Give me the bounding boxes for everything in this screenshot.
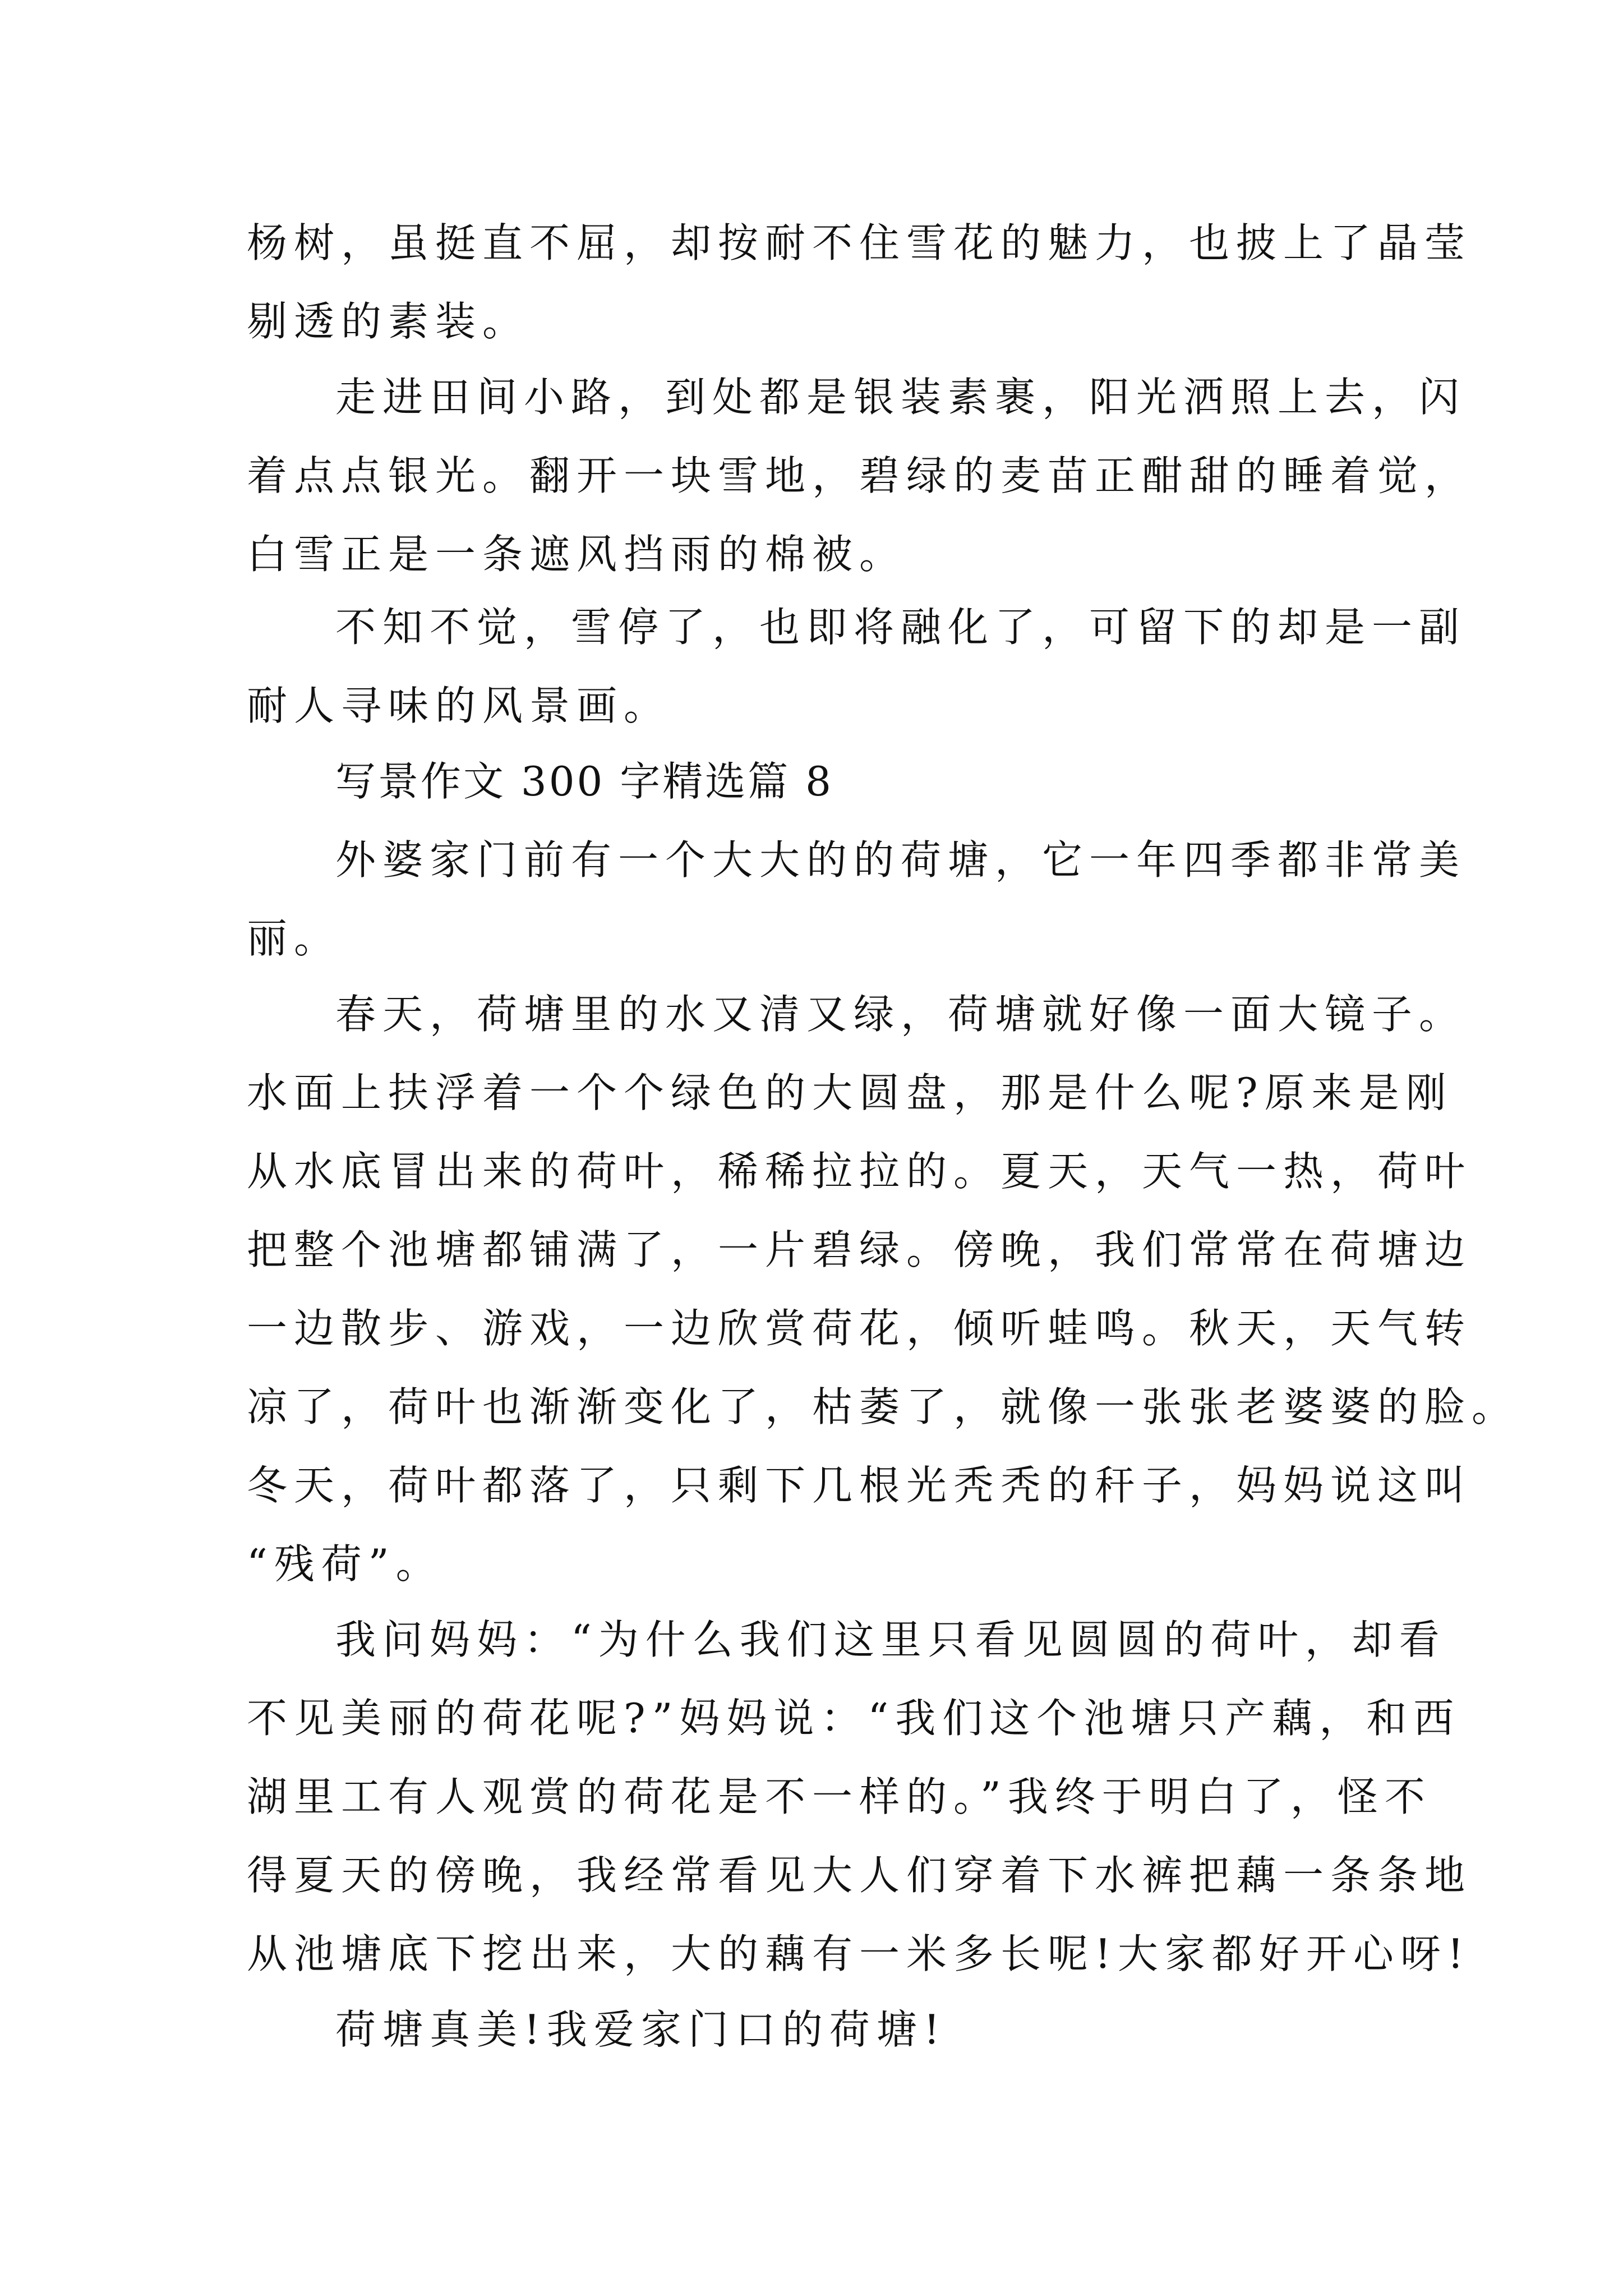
text-line: 冬天，荷叶都落了，只剩下几根光秃秃的秆子，妈妈说这叫 — [247, 1462, 1472, 1509]
text-line: 杨树，虽挺直不屈，却按耐不住雪花的魅力，也披上了晶莹 — [247, 219, 1472, 266]
paragraph-first-line: 春天，荷塘里的水又清又绿，荷塘就好像一面大镜子。 — [335, 991, 1467, 1038]
section-heading: 写景作文 300 字精选篇 8 — [335, 758, 833, 805]
text-line: 凉了，荷叶也渐渐变化了，枯萎了，就像一张张老婆婆的脸。 — [247, 1383, 1519, 1430]
paragraph-first-line: 荷塘真美!我爱家门口的荷塘! — [335, 2006, 947, 2053]
paragraph-first-line: 外婆家门前有一个大大的的荷塘，它一年四季都非常美 — [335, 836, 1467, 884]
text-line: “残荷”。 — [247, 1540, 443, 1588]
text-line: 耐人寻味的风景画。 — [247, 682, 671, 729]
text-line: 丽。 — [247, 915, 342, 962]
text-line: 不见美丽的荷花呢?”妈妈说：“我们这个池塘只产藕，和西 — [247, 1695, 1461, 1742]
text-line: 水面上扶浮着一个个绿色的大圆盘，那是什么呢?原来是刚 — [247, 1069, 1453, 1116]
text-line: 从水底冒出来的荷叶，稀稀拉拉的。夏天，天气一热，荷叶 — [247, 1148, 1472, 1195]
paragraph-first-line: 不知不觉，雪停了，也即将融化了，可留下的却是一副 — [335, 604, 1467, 651]
paragraph-first-line: 走进田间小路，到处都是银装素裹，阳光洒照上去，闪 — [335, 374, 1467, 421]
text-line: 白雪正是一条遮风挡雨的棉被。 — [247, 531, 907, 578]
text-line: 从池塘底下挖出来，大的藕有一米多长呢!大家都好开心呀! — [247, 1930, 1470, 1977]
text-line: 剔透的素装。 — [247, 298, 530, 345]
text-line: 一边散步、游戏，一边欣赏荷花，倾听蛙鸣。秋天，天气转 — [247, 1305, 1472, 1352]
text-line: 把整个池塘都铺满了，一片碧绿。傍晚，我们常常在荷塘边 — [247, 1226, 1472, 1273]
text-line: 得夏天的傍晚，我经常看见大人们穿着下水裤把藕一条条地 — [247, 1852, 1472, 1899]
text-line: 着点点银光。翻开一块雪地，碧绿的麦苗正酣甜的睡着觉， — [247, 452, 1472, 499]
text-line: 湖里工有人观赏的荷花是不一样的。”我终于明白了，怪不 — [247, 1773, 1432, 1820]
paragraph-first-line: 我问妈妈：“为什么我们这里只看见圆圆的荷叶，却看 — [335, 1616, 1446, 1663]
